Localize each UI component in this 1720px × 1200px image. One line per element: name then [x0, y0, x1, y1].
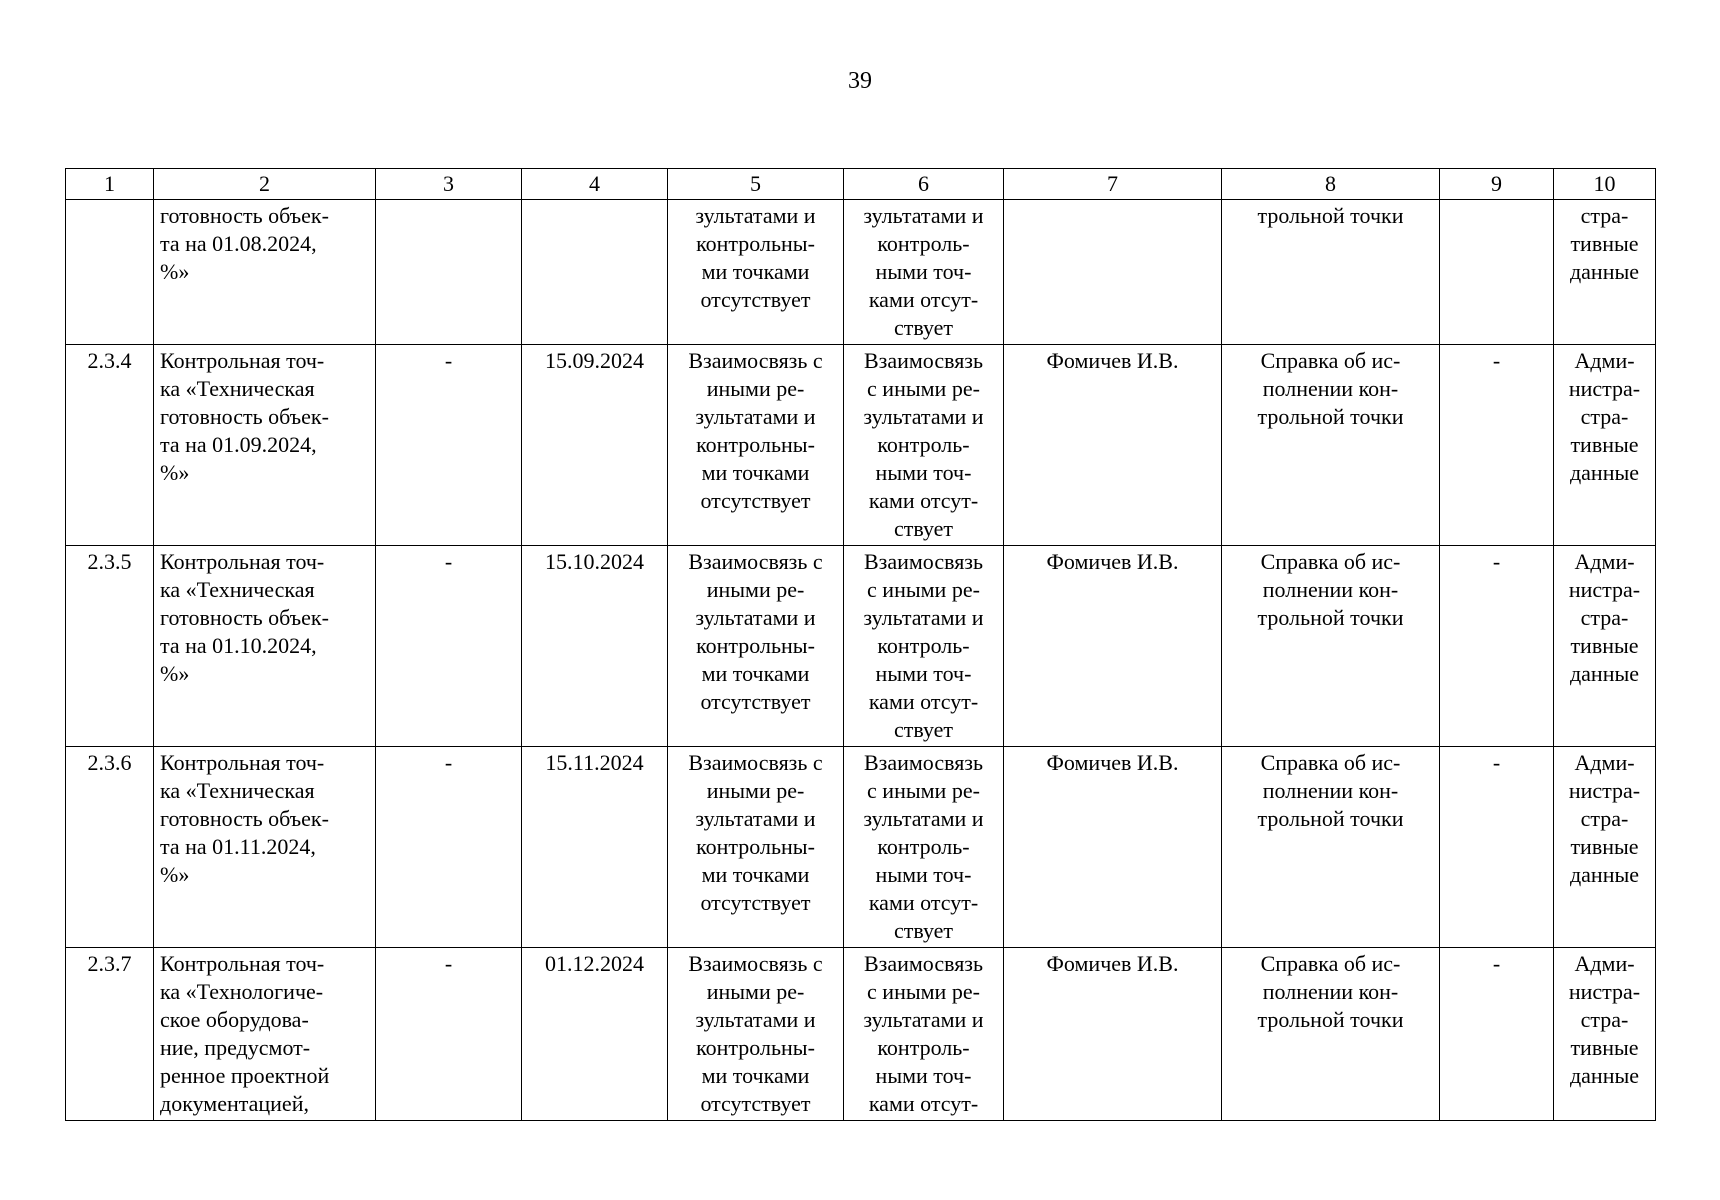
cell-text-line: иными ре- — [706, 778, 805, 803]
cell-text-line: Взаимосвязь с — [688, 348, 823, 373]
header-cell: 5 — [668, 169, 844, 200]
table-row — [66, 345, 1656, 546]
document-type-cell — [1222, 948, 1440, 1121]
cell-text-line: контрольны- — [696, 231, 815, 256]
cell-text-line: данные — [1569, 460, 1640, 485]
responsible-person-cell: Фомичев И.В. — [1004, 747, 1222, 948]
cell-text-line: ками отсут- — [868, 689, 979, 714]
control-point-name — [154, 345, 376, 546]
cell-text-line: ренное проектной — [160, 1063, 330, 1088]
relationship-cell — [668, 200, 844, 345]
column-3-cell: - — [376, 546, 522, 747]
relationship-cell — [844, 345, 1004, 546]
cell-text-line: данные — [1569, 259, 1640, 284]
cell-text-line: иными ре- — [706, 979, 805, 1004]
cell-text-line: готовность объек- — [160, 203, 329, 228]
cell-text-line: та на 01.11.2024, — [160, 834, 316, 859]
cell-text-line: ми точками — [701, 661, 810, 686]
column-3-cell: - — [376, 345, 522, 546]
cell-text-line: %» — [160, 661, 190, 686]
cell-text-line: с иными ре- — [867, 979, 980, 1004]
page-number: 39 — [848, 68, 872, 94]
cell-text-line: контроль- — [877, 432, 970, 457]
document-type-cell — [1222, 345, 1440, 546]
cell-text-line: та на 01.08.2024, — [160, 231, 317, 256]
cell-text-line: Справка об ис- — [1260, 750, 1401, 775]
data-source-cell — [1554, 747, 1656, 948]
control-point-name — [154, 546, 376, 747]
cell-text-line: полнении кон- — [1262, 577, 1399, 602]
column-9-cell: - — [1440, 948, 1554, 1121]
column-3-cell — [376, 200, 522, 345]
cell-text-line: данные — [1569, 1063, 1640, 1088]
cell-text-line: ными точ- — [875, 862, 972, 887]
cell-text-line: зультатами и — [863, 203, 984, 228]
responsible-person-cell: Фомичев И.В. — [1004, 345, 1222, 546]
control-point-name — [154, 747, 376, 948]
cell-text-line: зультатами и — [695, 605, 816, 630]
column-number-row — [66, 169, 1656, 200]
deadline-date-cell: 15.09.2024 — [522, 345, 668, 546]
cell-text-line: Контрольная точ- — [160, 951, 325, 976]
cell-text-line: нистра- — [1568, 577, 1641, 602]
cell-text-line: контрольны- — [696, 834, 815, 859]
deadline-date-cell: 01.12.2024 — [522, 948, 668, 1121]
cell-text-line: Справка об ис- — [1260, 951, 1401, 976]
table-row — [66, 200, 1656, 345]
cell-text-line: ными точ- — [875, 1063, 972, 1088]
deadline-date-cell: 15.10.2024 — [522, 546, 668, 747]
relationship-cell — [668, 747, 844, 948]
cell-text-line: ствует — [893, 717, 954, 742]
column-3-cell: - — [376, 948, 522, 1121]
cell-text-line: трольной точки — [1257, 1007, 1404, 1032]
cell-text-line: ками отсут- — [868, 1091, 979, 1116]
responsible-person-cell: Фомичев И.В. — [1004, 546, 1222, 747]
cell-text-line: нистра- — [1568, 778, 1641, 803]
cell-text-line: документацией, — [160, 1091, 309, 1116]
cell-text-line: зультатами и — [695, 203, 816, 228]
cell-text-line: трольной точки — [1257, 605, 1404, 630]
cell-text-line: ми точками — [701, 862, 810, 887]
cell-text-line: тивные — [1570, 633, 1639, 658]
cell-text-line: %» — [160, 862, 190, 887]
relationship-cell — [668, 546, 844, 747]
cell-text-line: нистра- — [1568, 979, 1641, 1004]
cell-text-line: Адми- — [1574, 348, 1635, 373]
cell-text-line: Взаимосвязь — [863, 549, 984, 574]
cell-text-line: данные — [1569, 661, 1640, 686]
deadline-date-cell — [522, 200, 668, 345]
cell-text-line: отсутствует — [700, 488, 811, 513]
control-point-name — [154, 200, 376, 345]
header-cell: 4 — [522, 169, 668, 200]
column-9-cell: - — [1440, 747, 1554, 948]
cell-text-line: полнении кон- — [1262, 979, 1399, 1004]
cell-text-line: тивные — [1570, 231, 1639, 256]
relationship-cell — [844, 546, 1004, 747]
header-cell: 1 — [66, 169, 154, 200]
cell-text-line: ка «Техническая — [160, 577, 315, 602]
cell-text-line: ными точ- — [875, 661, 972, 686]
column-3-cell: - — [376, 747, 522, 948]
cell-text-line: нистра- — [1568, 376, 1641, 401]
cell-text-line: отсутствует — [700, 890, 811, 915]
header-cell: 7 — [1004, 169, 1222, 200]
cell-text-line: тивные — [1570, 1035, 1639, 1060]
responsible-person-cell — [1004, 200, 1222, 345]
relationship-cell — [668, 948, 844, 1121]
data-source-cell — [1554, 345, 1656, 546]
cell-text-line: та на 01.09.2024, — [160, 432, 317, 457]
relationship-cell — [844, 200, 1004, 345]
cell-text-line: иными ре- — [706, 376, 805, 401]
cell-text-line: Контрольная точ- — [160, 750, 325, 775]
cell-text-line: с иными ре- — [867, 577, 980, 602]
row-number-cell — [66, 200, 154, 345]
cell-text-line: ками отсут- — [868, 890, 979, 915]
header-cell: 3 — [376, 169, 522, 200]
relationship-cell — [844, 948, 1004, 1121]
cell-text-line: ми точками — [701, 259, 810, 284]
cell-text-line: контрольны- — [696, 633, 815, 658]
cell-text-line: ными точ- — [875, 460, 972, 485]
cell-text-line: зультатами и — [863, 1007, 984, 1032]
cell-text-line: та на 01.10.2024, — [160, 633, 317, 658]
cell-text-line: с иными ре- — [867, 376, 980, 401]
cell-text-line: Справка об ис- — [1260, 348, 1401, 373]
cell-text-line: Взаимосвязь с — [688, 951, 823, 976]
cell-text-line: зультатами и — [863, 404, 984, 429]
cell-text-line: ское оборудова- — [160, 1007, 309, 1032]
cell-text-line: отсутствует — [700, 689, 811, 714]
row-number-cell: 2.3.5 — [66, 546, 154, 747]
cell-text-line: зультатами и — [863, 605, 984, 630]
cell-text-line: ка «Техническая — [160, 778, 315, 803]
cell-text-line: Контрольная точ- — [160, 348, 325, 373]
cell-text-line: полнении кон- — [1262, 376, 1399, 401]
cell-text-line: отсутствует — [700, 287, 811, 312]
control-points-table — [65, 168, 1656, 1121]
cell-text-line: Взаимосвязь — [863, 750, 984, 775]
cell-text-line: трольной точки — [1257, 203, 1404, 228]
cell-text-line: отсутствует — [700, 1091, 811, 1116]
cell-text-line: контроль- — [877, 633, 970, 658]
cell-text-line: стра- — [1580, 806, 1629, 831]
row-number-cell: 2.3.6 — [66, 747, 154, 948]
cell-text-line: тивные — [1570, 432, 1639, 457]
relationship-cell — [668, 345, 844, 546]
cell-text-line: ми точками — [701, 1063, 810, 1088]
cell-text-line: стра- — [1580, 605, 1629, 630]
cell-text-line: контрольны- — [696, 432, 815, 457]
data-source-cell — [1554, 546, 1656, 747]
header-cell: 8 — [1222, 169, 1440, 200]
cell-text-line: ствует — [893, 315, 954, 340]
cell-text-line: ками отсут- — [868, 287, 979, 312]
responsible-person-cell: Фомичев И.В. — [1004, 948, 1222, 1121]
cell-text-line: ствует — [893, 516, 954, 541]
cell-text-line: Адми- — [1574, 549, 1635, 574]
document-type-cell — [1222, 546, 1440, 747]
cell-text-line: тивные — [1570, 834, 1639, 859]
cell-text-line: Взаимосвязь с — [688, 750, 823, 775]
relationship-cell — [844, 747, 1004, 948]
cell-text-line: стра- — [1580, 404, 1629, 429]
cell-text-line: зультатами и — [695, 806, 816, 831]
cell-text-line: зультатами и — [863, 806, 984, 831]
cell-text-line: иными ре- — [706, 577, 805, 602]
table-body — [66, 169, 1656, 1121]
cell-text-line: Справка об ис- — [1260, 549, 1401, 574]
cell-text-line: Взаимосвязь — [863, 951, 984, 976]
cell-text-line: ками отсут- — [868, 488, 979, 513]
data-source-cell — [1554, 948, 1656, 1121]
cell-text-line: трольной точки — [1257, 404, 1404, 429]
cell-text-line: Взаимосвязь — [863, 348, 984, 373]
column-9-cell: - — [1440, 546, 1554, 747]
cell-text-line: %» — [160, 460, 190, 485]
cell-text-line: ка «Техническая — [160, 376, 315, 401]
cell-text-line: ка «Технологиче- — [160, 979, 324, 1004]
header-cell: 9 — [1440, 169, 1554, 200]
cell-text-line: контроль- — [877, 231, 970, 256]
document-type-cell — [1222, 200, 1440, 345]
cell-text-line: зультатами и — [695, 404, 816, 429]
cell-text-line: ние, предусмот- — [160, 1035, 311, 1060]
cell-text-line: Адми- — [1574, 750, 1635, 775]
cell-text-line: ствует — [893, 918, 954, 943]
row-number-cell: 2.3.4 — [66, 345, 154, 546]
cell-text-line: готовность объек- — [160, 605, 329, 630]
cell-text-line: трольной точки — [1257, 806, 1404, 831]
document-type-cell — [1222, 747, 1440, 948]
table-row — [66, 747, 1656, 948]
cell-text-line: данные — [1569, 862, 1640, 887]
header-cell: 10 — [1554, 169, 1656, 200]
cell-text-line: контроль- — [877, 1035, 970, 1060]
cell-text-line: контроль- — [877, 834, 970, 859]
cell-text-line: Взаимосвязь с — [688, 549, 823, 574]
cell-text-line: ми точками — [701, 460, 810, 485]
cell-text-line: зультатами и — [695, 1007, 816, 1032]
column-9-cell: - — [1440, 345, 1554, 546]
deadline-date-cell: 15.11.2024 — [522, 747, 668, 948]
header-cell: 6 — [844, 169, 1004, 200]
cell-text-line: Контрольная точ- — [160, 549, 325, 574]
cell-text-line: ными точ- — [875, 259, 972, 284]
data-source-cell — [1554, 200, 1656, 345]
control-point-name — [154, 948, 376, 1121]
header-cell: 2 — [154, 169, 376, 200]
cell-text-line: с иными ре- — [867, 778, 980, 803]
table-row — [66, 948, 1656, 1121]
cell-text-line: готовность объек- — [160, 404, 329, 429]
cell-text-line: %» — [160, 259, 190, 284]
cell-text-line: готовность объек- — [160, 806, 329, 831]
cell-text-line: стра- — [1580, 203, 1629, 228]
row-number-cell: 2.3.7 — [66, 948, 154, 1121]
cell-text-line: Адми- — [1574, 951, 1635, 976]
cell-text-line: стра- — [1580, 1007, 1629, 1032]
cell-text-line: полнении кон- — [1262, 778, 1399, 803]
column-9-cell — [1440, 200, 1554, 345]
cell-text-line: контрольны- — [696, 1035, 815, 1060]
table-row — [66, 546, 1656, 747]
